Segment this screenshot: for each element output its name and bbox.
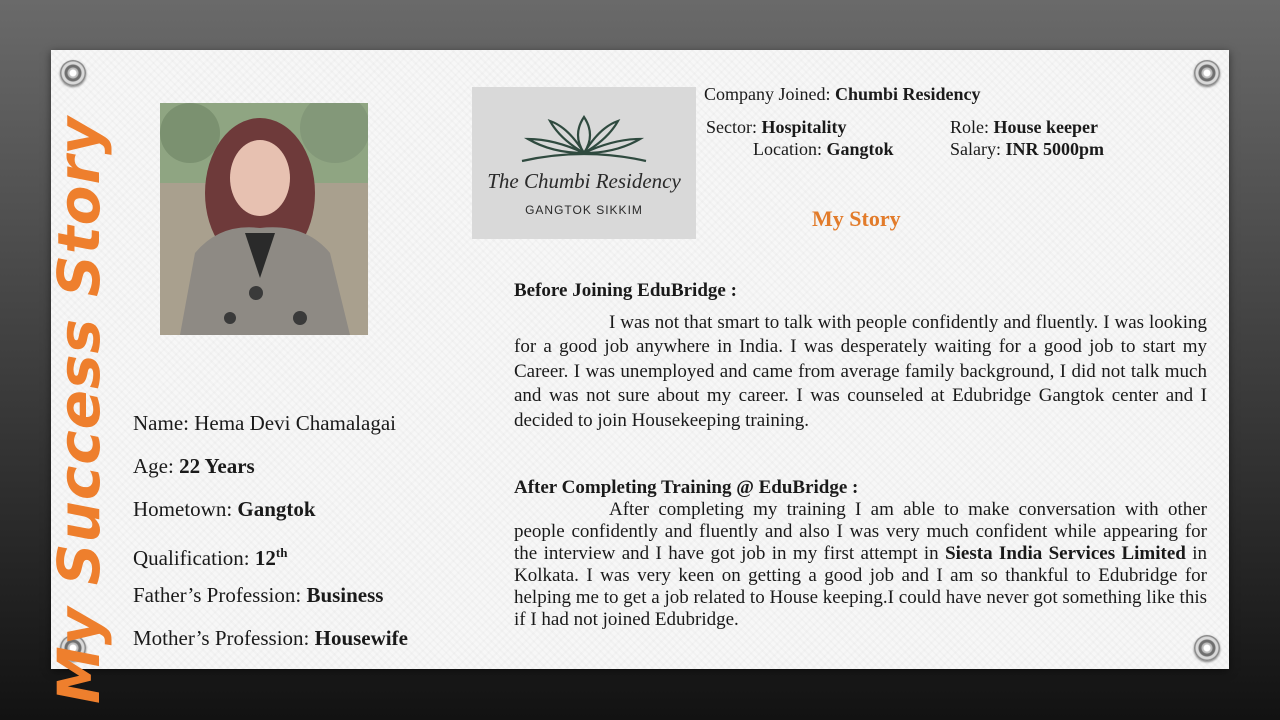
company-logo xyxy=(472,87,696,239)
screw-bottom-right-icon xyxy=(1194,635,1220,661)
before-paragraph xyxy=(514,311,1207,433)
logo-place: GANGTOK SIKKIM xyxy=(525,203,643,217)
before-text: I was not that smart to talk with people confidently and fluently. I was looking for a good job anywhere in India. I was desperately waiting for a good job to start my Career. I was unemployed and came from average family background, I did not talk much and was not sure about my career. I was counseled at Edubridge Gangtok center and I decided to join Housekeeping training. xyxy=(514,312,1207,431)
profile-photo xyxy=(160,103,368,335)
role-value: House keeper xyxy=(993,117,1098,137)
profile-father-profession xyxy=(133,574,408,617)
age-value: 22 Years xyxy=(179,454,255,478)
after-paragraph xyxy=(514,499,1207,631)
sector-value: Hospitality xyxy=(761,117,847,137)
mother-profession-label: Mother’s Profession: xyxy=(133,626,310,650)
company-joined-label: Company Joined: xyxy=(704,84,831,104)
company-joined xyxy=(704,84,981,105)
company-sector xyxy=(706,117,847,138)
lotus-icon xyxy=(472,87,696,177)
company-salary xyxy=(950,139,1104,160)
after-text-part-1: After completing my training I am able to make conversation with other people confidently and fluently and also I was very much confident while appearing for the interview and I have got job in my first attempt in xyxy=(514,499,1207,564)
salary-value: INR 5000pm xyxy=(1005,139,1105,159)
profile-qualification xyxy=(133,531,408,574)
name-value: Hema Devi Chamalagai xyxy=(194,411,396,435)
story-title: My Story xyxy=(812,206,901,231)
company-joined-value: Chumbi Residency xyxy=(835,84,981,104)
name-label: Name: xyxy=(133,411,189,435)
vertical-title: My Success Story xyxy=(45,116,113,704)
qualification-value-wrap xyxy=(255,546,288,570)
profile-mother-profession xyxy=(133,617,408,660)
hometown-value: Gangtok xyxy=(237,497,316,521)
company-location xyxy=(753,139,894,160)
company-role xyxy=(950,117,1098,138)
success-story-card xyxy=(45,50,1229,704)
profile-details xyxy=(133,402,408,660)
location-value: Gangtok xyxy=(826,139,894,159)
mother-profession-value: Housewife xyxy=(314,626,408,650)
qualification-label: Qualification: xyxy=(133,546,250,570)
profile-photo-image xyxy=(160,103,368,335)
after-heading: After Completing Training @ EduBridge : xyxy=(514,477,859,498)
after-company-name: Siesta India Services Limited xyxy=(945,543,1186,564)
logo-company-name: The Chumbi Residency xyxy=(487,169,681,193)
qualification-value: 12 xyxy=(254,546,276,570)
age-label: Age: xyxy=(133,454,174,478)
screw-top-left-icon xyxy=(60,60,86,86)
father-profession-label: Father’s Profession: xyxy=(133,583,302,607)
profile-age xyxy=(133,445,408,488)
after-text-part-2: in Kolkata. I was very keen on getting a good job and I am so thankful to Edubridge for helping me to get a job related to House keeping.I could have never got something like this if I had not joined Edubridge. xyxy=(514,543,1208,630)
salary-label: Salary: xyxy=(950,139,1001,159)
hometown-label: Hometown: xyxy=(133,497,233,521)
sector-label: Sector: xyxy=(706,117,757,137)
qualification-sup: th xyxy=(275,545,288,560)
location-label: Location: xyxy=(753,139,822,159)
screw-top-right-icon xyxy=(1194,60,1220,86)
role-label: Role: xyxy=(950,117,989,137)
before-heading: Before Joining EduBridge : xyxy=(514,280,737,301)
father-profession-value: Business xyxy=(306,583,384,607)
profile-hometown xyxy=(133,488,408,531)
profile-name xyxy=(133,402,408,445)
